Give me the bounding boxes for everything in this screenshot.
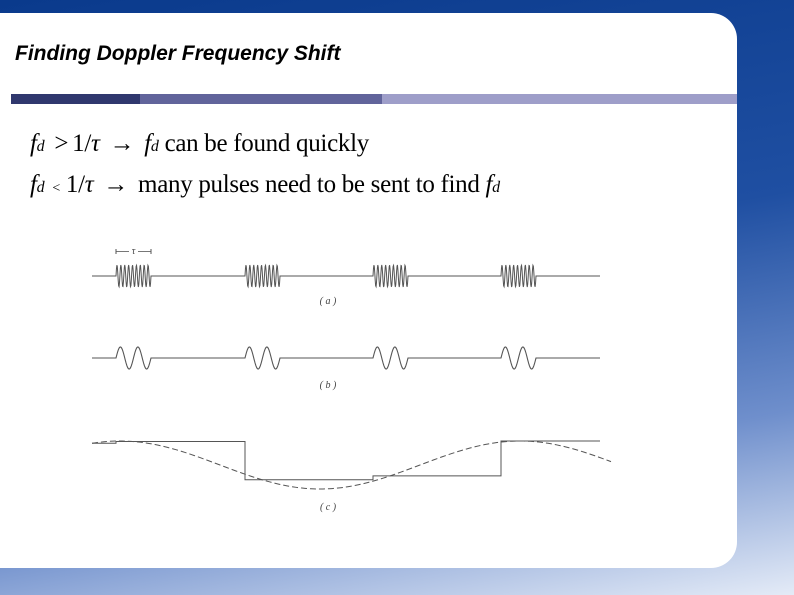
doppler-pulse-figure [85,240,615,515]
fd-symbol: f [485,171,493,198]
one-over: 1/ [65,171,85,198]
pulse-width-label: τ [131,246,136,257]
fd-symbol: f [144,130,151,157]
caption-a: ( a ) [319,296,337,307]
fd-subscript: d [36,138,45,155]
accent-bar-dark [11,94,140,104]
waveform-a [92,246,600,307]
fd-subscript: d [150,138,159,155]
fd-symbol: f [30,171,37,198]
result-text: can be found quickly [164,130,369,157]
implies-arrow: → [103,171,129,198]
waveform-b [92,347,600,391]
fd-subscript: d [36,179,45,196]
result-text: many pulses need to be sent to find [138,171,480,198]
one-over: 1/ [72,130,91,157]
waveform-c [92,441,611,513]
fd-symbol: f [30,130,37,157]
accent-bar-light [382,94,737,104]
accent-bar-mid [140,94,382,104]
equation-line-1 [30,130,369,158]
tau-symbol: τ [84,171,94,198]
caption-b: ( b ) [319,380,337,391]
title-underline-bar [11,94,737,104]
less-than-sign: < [52,181,60,196]
equation-line-2 [30,171,500,199]
tau-symbol: τ [90,130,100,157]
greater-than-sign: > [54,130,69,157]
fd-subscript: d [492,179,500,196]
implies-arrow: → [109,130,135,157]
caption-c: ( c ) [319,502,337,513]
slide-title: Finding Doppler Frequency Shift [15,42,341,65]
